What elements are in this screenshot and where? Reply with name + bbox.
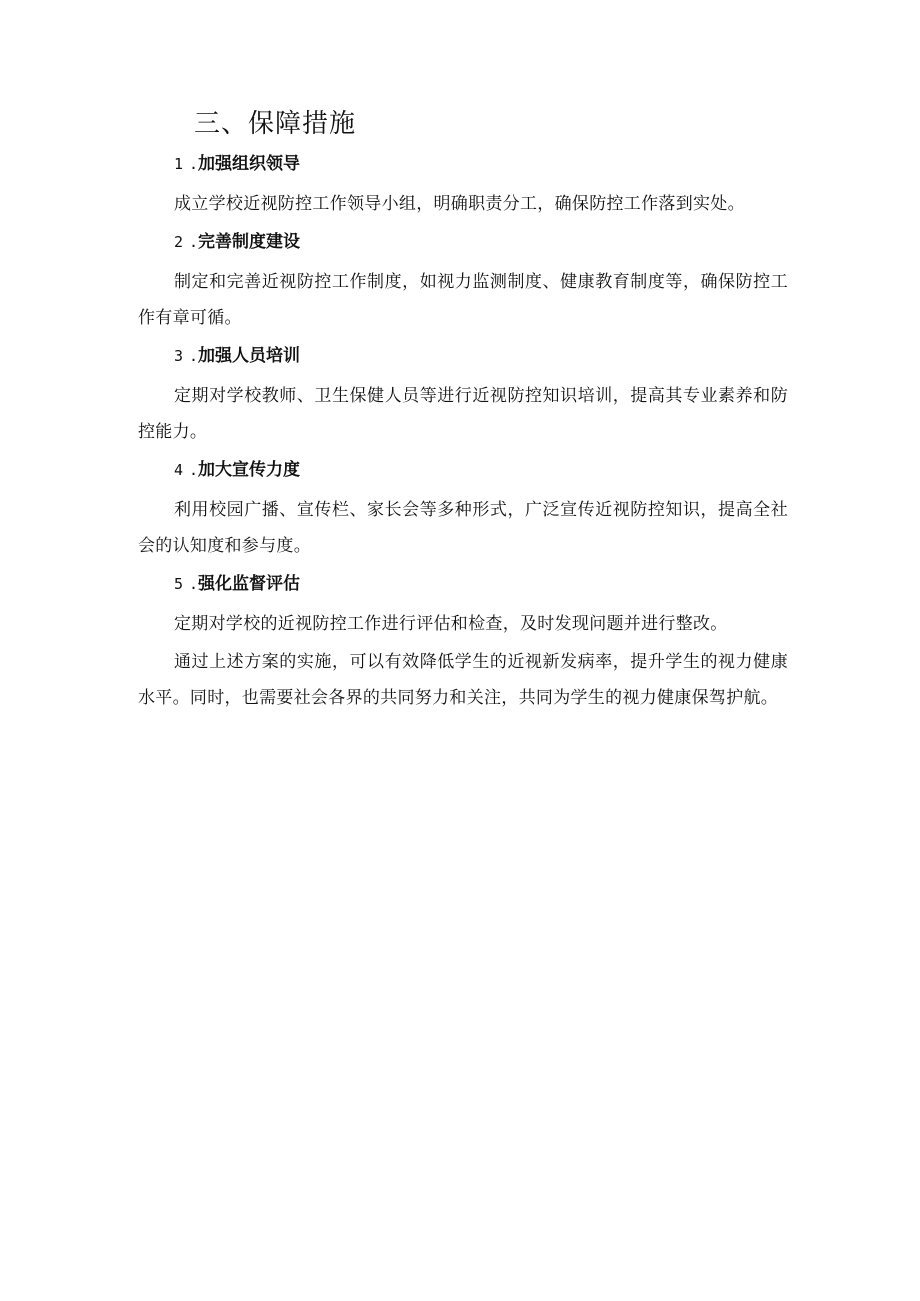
measure-number: 2	[174, 233, 184, 251]
measure-item-5	[138, 570, 788, 642]
measure-heading	[174, 228, 788, 256]
measure-body: 定期对学校教师、卫生保健人员等进行近视防控知识培训，提高其专业素养和防控能力。	[138, 386, 788, 442]
measure-item-2	[138, 228, 788, 336]
section-title: 三、保障措施	[194, 109, 357, 139]
measure-item-4	[138, 456, 788, 564]
measure-heading-text: 加强组织领导	[197, 154, 300, 174]
measure-separator: .	[188, 461, 198, 479]
measure-number: 3	[174, 347, 184, 365]
measure-body: 成立学校近视防控工作领导小组，明确职责分工，确保防控工作落到实处。	[174, 194, 745, 214]
measure-heading-text: 强化监督评估	[197, 574, 300, 594]
measure-body: 利用校园广播、宣传栏、家长会等多种形式，广泛宣传近视防控知识，提高全社会的认知度和参与度。	[138, 500, 788, 556]
measure-number: 5	[174, 575, 184, 593]
conclusion-paragraph: 通过上述方案的实施，可以有效降低学生的近视新发病率，提升学生的视力健康水平。同时，也需要社会各界的共同努力和关注，共同为学生的视力健康保驾护航。	[138, 652, 788, 708]
measure-body: 制定和完善近视防控工作制度，如视力监测制度、健康教育制度等，确保防控工作有章可循。	[138, 272, 788, 328]
measure-separator: .	[188, 347, 198, 365]
document-content	[138, 104, 788, 716]
measure-body: 定期对学校的近视防控工作进行评估和检查，及时发现问题并进行整改。	[174, 614, 728, 634]
measure-heading-text: 加强人员培训	[197, 346, 300, 366]
measure-heading	[174, 150, 788, 178]
measure-heading	[174, 456, 788, 484]
measure-item-3	[138, 342, 788, 450]
measure-number: 4	[174, 461, 184, 479]
measure-separator: .	[188, 575, 198, 593]
measure-number: 1	[174, 155, 184, 173]
measure-heading	[174, 342, 788, 370]
measure-heading-text: 完善制度建设	[197, 232, 300, 252]
measure-separator: .	[188, 155, 198, 173]
measure-heading	[174, 570, 788, 598]
measure-item-1	[138, 150, 788, 222]
measure-heading-text: 加大宣传力度	[197, 460, 300, 480]
measure-separator: .	[188, 233, 198, 251]
